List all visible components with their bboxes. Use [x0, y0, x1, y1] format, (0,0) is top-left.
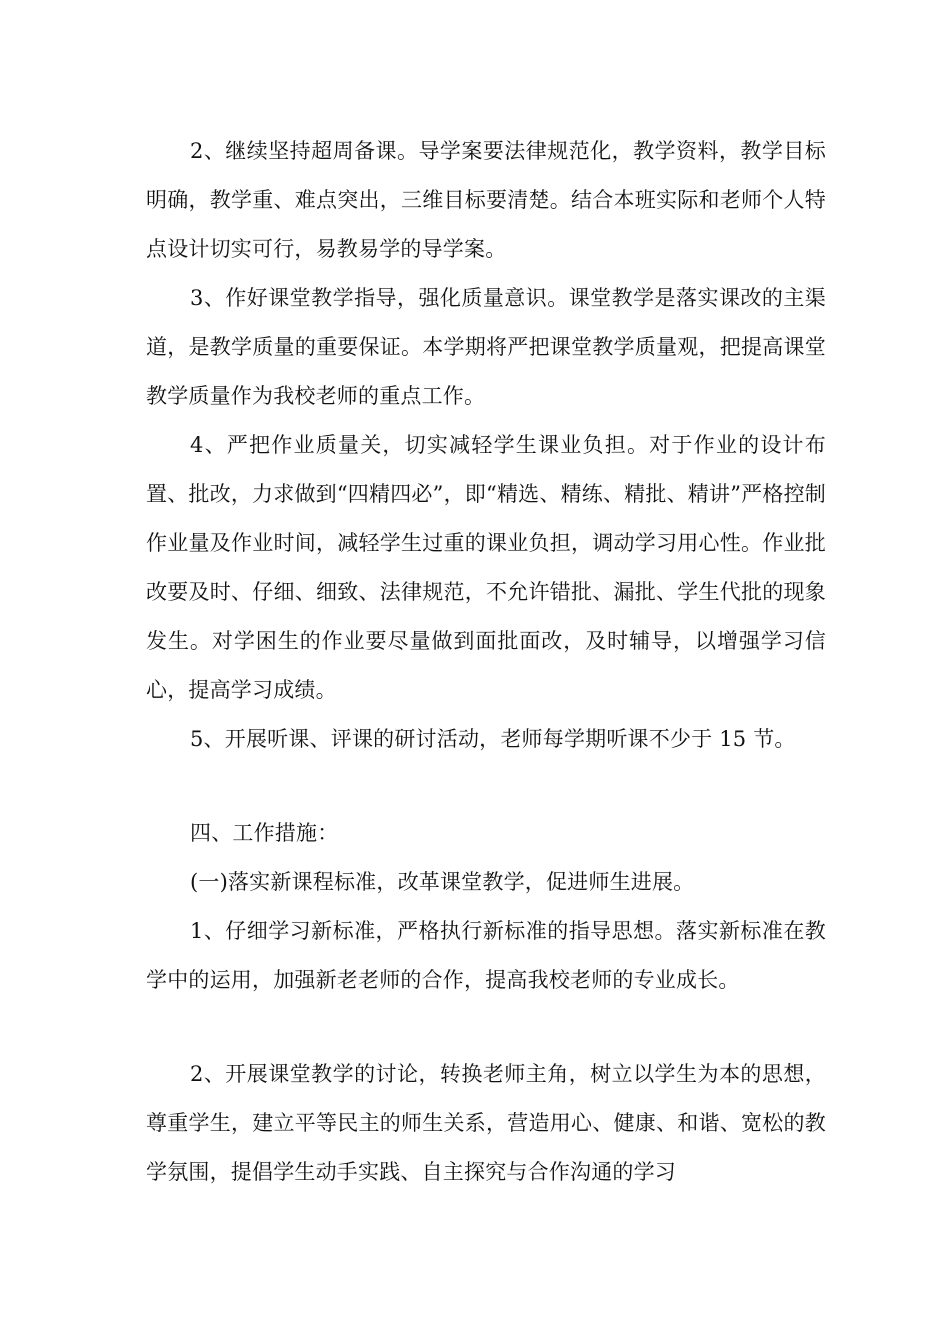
paragraph-classroom-guidance: 3、作好课堂教学指导，强化质量意识。课堂教学是落实课改的主渠道，是教学质量的重要保证。本学期将严把课堂教学质量观，把提高课堂教学质量作为我校老师的重点工作。 [146, 286, 826, 408]
paragraph-lesson-prep: 2、继续坚持超周备课。导学案要法律规范化，教学资料，教学目标明确，教学重、难点突出，三维目标要清楚。结合本班实际和老师个人特点设计切实可行，易教易学的导学案。 [146, 139, 826, 261]
section-heading: 四、工作措施： [190, 821, 339, 845]
section-subheading: (一)落实新课程标准，改革课堂教学，促进师生进展。 [190, 870, 695, 894]
document-body [146, 127, 826, 1197]
section-spacer [146, 1005, 826, 1050]
paragraph-lesson-observation: 5、开展听课、评课的研讨活动，老师每学期听课不少于 15 节。 [190, 727, 796, 751]
section-spacer [146, 764, 826, 809]
paragraph-classroom-discussion: 2、开展课堂教学的讨论，转换老师主角，树立以学生为本的思想，尊重学生，建立平等民主的师生关系，营造用心、健康、和谐、宽松的教学氛围，提倡学生动手实践、自主探究与合作沟通的学习 [146, 1062, 826, 1184]
paragraph-homework-quality: 4、严把作业质量关，切实减轻学生课业负担。对于作业的设计布置、批改，力求做到“四精四必”，即“精选、精练、精批、精讲”严格控制作业量及作业时间，减轻学生过重的课业负担，调动学习用心性。作业批改要及时、仔细、细致、法律规范，不允许错批、漏批、学生代批的现象发生。对学困生的作业要尽量做到面批面改，及时辅导，以增强学习信心，提高学习成绩。 [146, 433, 826, 702]
paragraph-new-standards: 1、仔细学习新标准，严格执行新标准的指导思想。落实新标准在教学中的运用，加强新老老师的合作，提高我校老师的专业成长。 [146, 919, 826, 992]
